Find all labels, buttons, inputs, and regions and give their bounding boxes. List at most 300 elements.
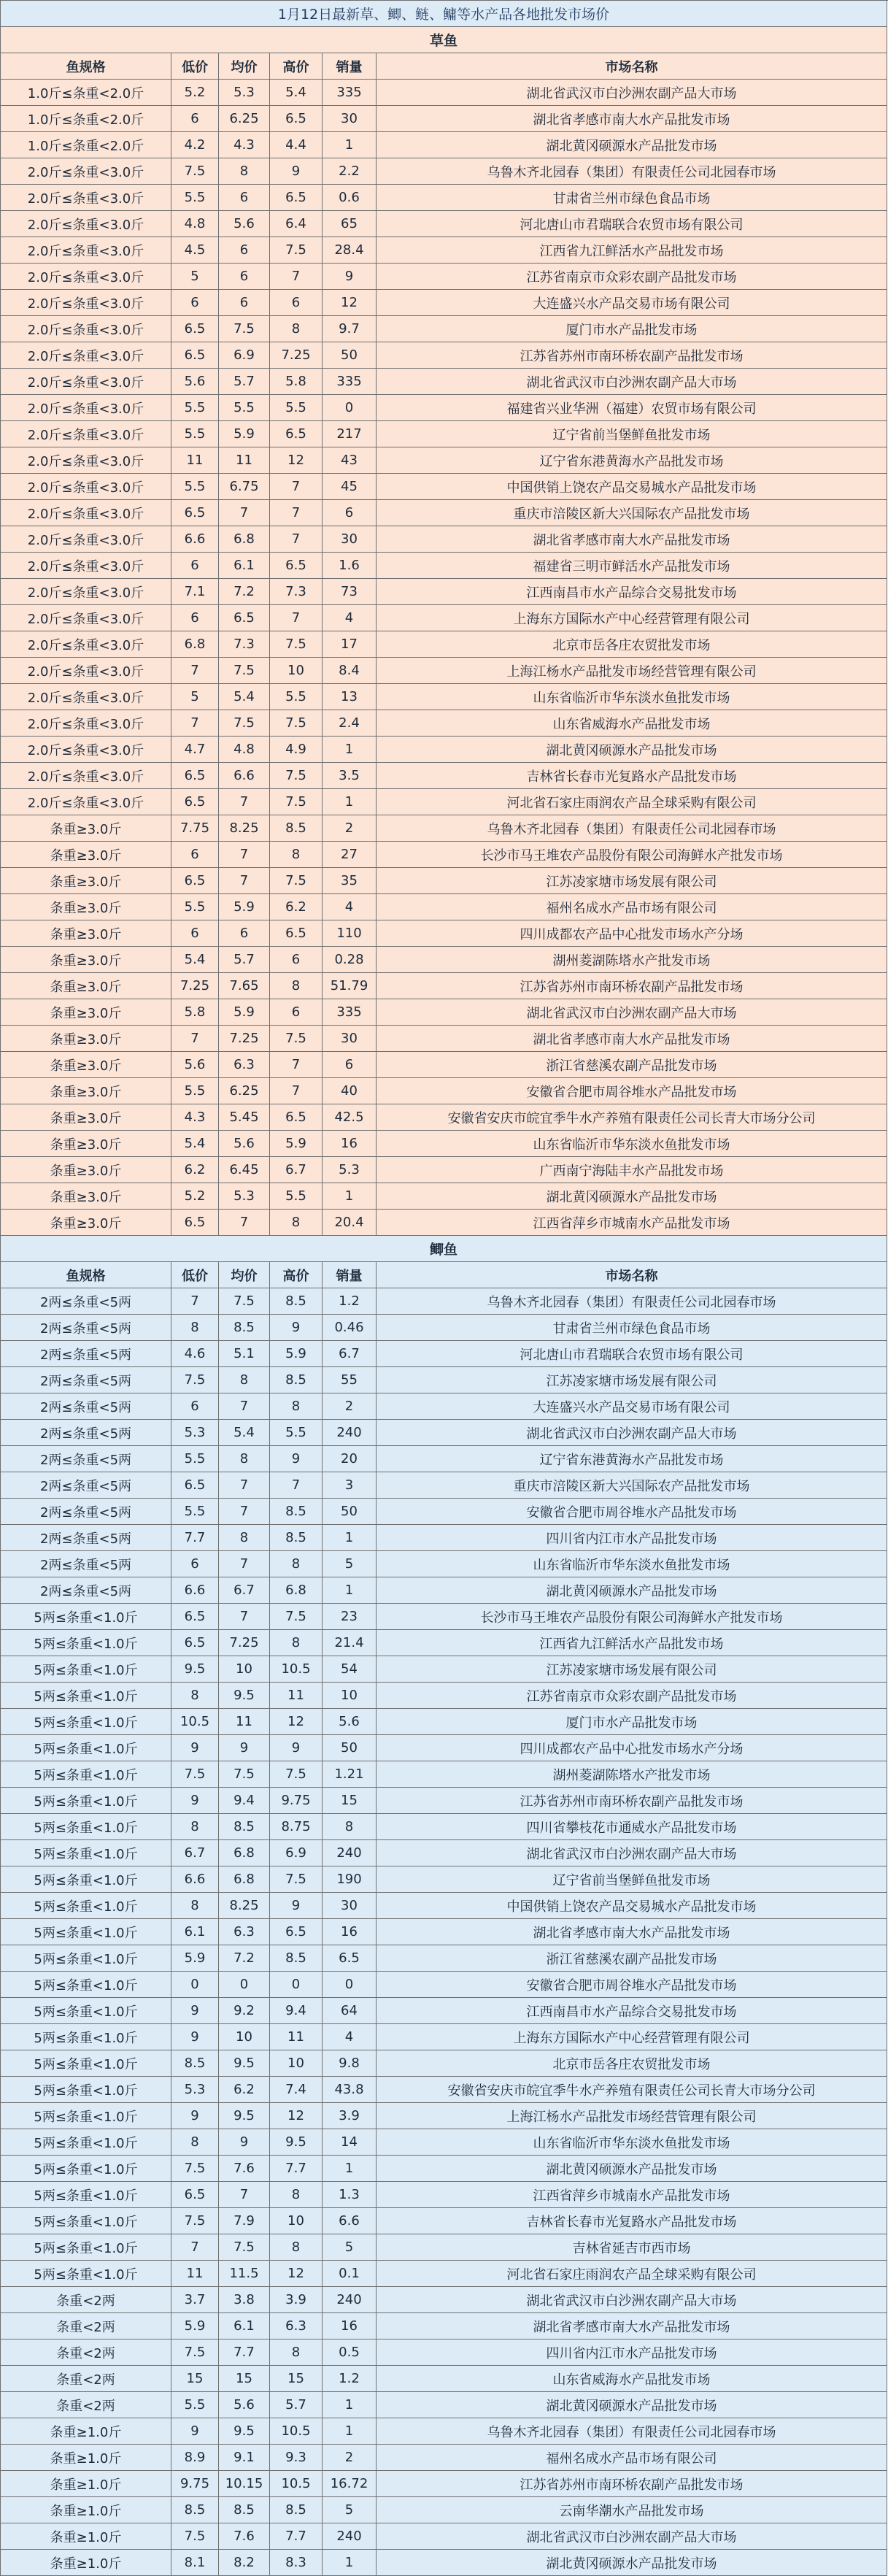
cell-volume: 1.2 [323, 2366, 377, 2392]
cell-high-price: 6.4 [270, 211, 323, 237]
table-row [1, 1078, 888, 1104]
cell-high-price: 8 [270, 1551, 323, 1577]
cell-high-price: 8.5 [270, 815, 323, 842]
cell-volume: 42.5 [323, 1104, 377, 1131]
cell-spec: 2.0斤≤条重<3.0斤 [1, 316, 171, 342]
table-row [1, 1472, 888, 1499]
cell-avg-price: 6.9 [219, 342, 270, 369]
cell-market-name: 湖北省武汉市白沙洲农副产品大市场 [377, 1420, 887, 1446]
cell-volume: 8 [323, 1814, 377, 1840]
cell-avg-price: 5.6 [219, 2392, 270, 2418]
cell-volume: 9 [323, 264, 377, 290]
cell-avg-price: 7 [219, 1499, 270, 1525]
cell-avg-price: 9.4 [219, 1788, 270, 1814]
cell-avg-price: 6.6 [219, 763, 270, 789]
cell-avg-price: 5.45 [219, 1104, 270, 1131]
cell-volume: 1.6 [323, 553, 377, 579]
cell-low-price: 8.5 [171, 2050, 219, 2077]
cell-low-price: 5.4 [171, 947, 219, 973]
cell-low-price: 6.5 [171, 342, 219, 369]
table-row [1, 710, 888, 737]
cell-volume: 4 [323, 2024, 377, 2050]
table-row [1, 2182, 888, 2208]
cell-market-name: 江苏省苏州市南环桥农副产品批发市场 [377, 973, 887, 999]
cell-low-price: 6 [171, 1393, 219, 1420]
cell-volume: 0.28 [323, 947, 377, 973]
cell-low-price: 7.7 [171, 1525, 219, 1551]
cell-market-name: 湖北黄冈硕源水产品批发市场 [377, 1577, 887, 1604]
cell-low-price: 5.5 [171, 894, 219, 920]
title-row [1, 1, 888, 27]
cell-spec: 条重≥3.0斤 [1, 815, 171, 842]
cell-spec: 2.0斤≤条重<3.0斤 [1, 185, 171, 211]
cell-avg-price: 5.1 [219, 1341, 270, 1367]
cell-low-price: 11 [171, 447, 219, 474]
table-row [1, 815, 888, 842]
cell-low-price: 7.1 [171, 579, 219, 605]
table-row [1, 2339, 888, 2366]
cell-market-name: 甘肃省兰州市绿色食品市场 [377, 1315, 887, 1341]
cell-high-price: 7.3 [270, 579, 323, 605]
cell-low-price: 8 [171, 1683, 219, 1709]
table-row [1, 316, 888, 342]
cell-spec: 5两≤条重<1.0斤 [1, 1972, 171, 1998]
cell-low-price: 7.25 [171, 973, 219, 999]
cell-market-name: 乌鲁木齐北园春（集团）有限责任公司北园春市场 [377, 815, 887, 842]
cell-high-price: 7.25 [270, 342, 323, 369]
table-row [1, 395, 888, 421]
cell-low-price: 9 [171, 2103, 219, 2129]
cell-high-price: 6.3 [270, 2313, 323, 2339]
cell-low-price: 7 [171, 2234, 219, 2261]
cell-high-price: 8 [270, 1393, 323, 1420]
cell-high-price: 6 [270, 290, 323, 316]
cell-high-price: 4.9 [270, 737, 323, 763]
cell-volume: 65 [323, 211, 377, 237]
cell-low-price: 6.5 [171, 2182, 219, 2208]
table-row [1, 185, 888, 211]
cell-volume: 27 [323, 842, 377, 868]
cell-low-price: 6.5 [171, 1604, 219, 1630]
cell-avg-price: 7 [219, 1472, 270, 1499]
cell-high-price: 7 [270, 1052, 323, 1078]
cell-high-price: 12 [270, 2261, 323, 2287]
cell-spec: 条重≥1.0斤 [1, 2471, 171, 2497]
table-row [1, 2156, 888, 2182]
table-row [1, 1840, 888, 1866]
table-row [1, 1393, 888, 1420]
cell-low-price: 9 [171, 1735, 219, 1761]
cell-high-price: 12 [270, 1709, 323, 1735]
cell-high-price: 5.5 [270, 1420, 323, 1446]
cell-market-name: 湖北黄冈硕源水产品批发市场 [377, 1183, 887, 1210]
cell-volume: 1 [323, 132, 377, 158]
cell-high-price: 12 [270, 2103, 323, 2129]
cell-volume: 9.7 [323, 316, 377, 342]
table-row [1, 2550, 888, 2576]
table-row [1, 763, 888, 789]
cell-spec: 2.0斤≤条重<3.0斤 [1, 605, 171, 631]
cell-market-name: 山东省临沂市华东淡水鱼批发市场 [377, 1551, 887, 1577]
cell-avg-price: 5.4 [219, 1420, 270, 1446]
cell-spec: 2.0斤≤条重<3.0斤 [1, 237, 171, 264]
cell-volume: 0 [323, 395, 377, 421]
table-row [1, 2261, 888, 2287]
table-row [1, 658, 888, 684]
table-row [1, 842, 888, 868]
cell-market-name: 北京市岳各庄农贸批发市场 [377, 2050, 887, 2077]
cell-spec: 2.0斤≤条重<3.0斤 [1, 763, 171, 789]
cell-low-price: 5.5 [171, 2392, 219, 2418]
cell-avg-price: 6.2 [219, 2077, 270, 2103]
section-header-row-grass-carp [1, 27, 888, 53]
cell-high-price: 6.5 [270, 421, 323, 447]
cell-spec: 5两≤条重<1.0斤 [1, 2182, 171, 2208]
cell-low-price: 4.3 [171, 1104, 219, 1131]
cell-avg-price: 7.2 [219, 1945, 270, 1972]
cell-high-price: 7.5 [270, 1866, 323, 1893]
cell-market-name: 湖北省武汉市白沙洲农副产品大市场 [377, 1840, 887, 1866]
cell-spec: 5两≤条重<1.0斤 [1, 2208, 171, 2234]
cell-high-price: 8.5 [270, 2497, 323, 2523]
cell-high-price: 8 [270, 1210, 323, 1236]
cell-volume: 50 [323, 342, 377, 369]
cell-market-name: 上海东方国际水产中心经营管理有限公司 [377, 605, 887, 631]
cell-market-name: 福建省三明市鲜活水产品批发市场 [377, 553, 887, 579]
cell-low-price: 8 [171, 2129, 219, 2156]
table-row [1, 1998, 888, 2024]
cell-low-price: 5.5 [171, 1078, 219, 1104]
cell-high-price: 9 [270, 1315, 323, 1341]
cell-spec: 条重≥3.0斤 [1, 868, 171, 894]
cell-market-name: 湖北省武汉市白沙洲农副产品大市场 [377, 2287, 887, 2313]
table-row [1, 1210, 888, 1236]
cell-spec: 2.0斤≤条重<3.0斤 [1, 789, 171, 815]
cell-market-name: 江苏省南京市众彩农副产品批发市场 [377, 1683, 887, 1709]
cell-low-price: 4.6 [171, 1341, 219, 1367]
cell-market-name: 重庆市涪陵区新大兴国际农产品批发市场 [377, 500, 887, 526]
cell-avg-price: 6 [219, 264, 270, 290]
cell-volume: 5.6 [323, 1709, 377, 1735]
cell-market-name: 大连盛兴水产品交易市场有限公司 [377, 290, 887, 316]
table-row [1, 868, 888, 894]
cell-volume: 40 [323, 1078, 377, 1104]
cell-volume: 2.2 [323, 158, 377, 185]
cell-high-price: 8 [270, 2182, 323, 2208]
cell-high-price: 5.4 [270, 80, 323, 106]
cell-low-price: 6 [171, 553, 219, 579]
cell-low-price: 7.5 [171, 1367, 219, 1393]
cell-spec: 2.0斤≤条重<3.0斤 [1, 658, 171, 684]
cell-volume: 15 [323, 1788, 377, 1814]
cell-market-name: 上海东方国际水产中心经营管理有限公司 [377, 2024, 887, 2050]
cell-volume: 2 [323, 1393, 377, 1420]
cell-volume: 335 [323, 80, 377, 106]
cell-high-price: 5.5 [270, 684, 323, 710]
cell-avg-price: 6.8 [219, 1866, 270, 1893]
table-row [1, 1972, 888, 1998]
cell-low-price: 15 [171, 2366, 219, 2392]
cell-avg-price: 9 [219, 1735, 270, 1761]
table-row [1, 2050, 888, 2077]
cell-avg-price: 8.5 [219, 1814, 270, 1840]
cell-low-price: 9 [171, 1788, 219, 1814]
cell-spec: 条重≥1.0斤 [1, 2445, 171, 2471]
table-row [1, 789, 888, 815]
cell-avg-price: 9.1 [219, 2445, 270, 2471]
cell-spec: 2两≤条重<5两 [1, 1288, 171, 1315]
cell-high-price: 6.2 [270, 894, 323, 920]
table-row [1, 579, 888, 605]
cell-market-name: 山东省威海水产品批发市场 [377, 2366, 887, 2392]
cell-high-price: 12 [270, 447, 323, 474]
cell-volume: 3.9 [323, 2103, 377, 2129]
cell-avg-price: 7 [219, 789, 270, 815]
cell-high-price: 8 [270, 1630, 323, 1656]
cell-spec: 条重≥3.0斤 [1, 973, 171, 999]
cell-market-name: 安徽省合肥市周谷堆水产品批发市场 [377, 1972, 887, 1998]
cell-avg-price: 7.25 [219, 1026, 270, 1052]
cell-volume: 30 [323, 106, 377, 132]
cell-low-price: 5.8 [171, 999, 219, 1026]
cell-volume: 16 [323, 2313, 377, 2339]
cell-spec: 2两≤条重<5两 [1, 1577, 171, 1604]
cell-avg-price: 6 [219, 237, 270, 264]
cell-volume: 1 [323, 1577, 377, 1604]
table-row [1, 737, 888, 763]
cell-avg-price: 7.25 [219, 1630, 270, 1656]
cell-volume: 0.1 [323, 2261, 377, 2287]
table-row [1, 1761, 888, 1788]
cell-volume: 3.5 [323, 763, 377, 789]
cell-high-price: 9 [270, 1446, 323, 1472]
cell-volume: 0.5 [323, 2339, 377, 2366]
cell-spec: 2.0斤≤条重<3.0斤 [1, 737, 171, 763]
cell-avg-price: 8.5 [219, 1315, 270, 1341]
table-row [1, 211, 888, 237]
table-row [1, 1183, 888, 1210]
cell-high-price: 7.5 [270, 789, 323, 815]
cell-high-price: 7 [270, 264, 323, 290]
cell-market-name: 湖北省孝感市南大水产品批发市场 [377, 1026, 887, 1052]
cell-low-price: 5.2 [171, 1183, 219, 1210]
cell-market-name: 湖北黄冈硕源水产品批发市场 [377, 2392, 887, 2418]
cell-market-name: 湖北省武汉市白沙洲农副产品大市场 [377, 2523, 887, 2550]
cell-high-price: 11 [270, 2024, 323, 2050]
table-row [1, 1866, 888, 1893]
cell-volume: 240 [323, 2287, 377, 2313]
cell-market-name: 河北省石家庄雨润农产品全球采购有限公司 [377, 789, 887, 815]
cell-spec: 条重≥1.0斤 [1, 2418, 171, 2445]
cell-avg-price: 7.5 [219, 2234, 270, 2261]
cell-spec: 2.0斤≤条重<3.0斤 [1, 158, 171, 185]
cell-high-price: 3.9 [270, 2287, 323, 2313]
cell-volume: 14 [323, 2129, 377, 2156]
cell-high-price: 8.5 [270, 1499, 323, 1525]
cell-spec: 条重≥3.0斤 [1, 999, 171, 1026]
cell-volume: 43 [323, 447, 377, 474]
cell-high-price: 9 [270, 1735, 323, 1761]
cell-low-price: 5.2 [171, 80, 219, 106]
cell-market-name: 河北唐山市君瑞联合农贸市场有限公司 [377, 1341, 887, 1367]
cell-spec: 5两≤条重<1.0斤 [1, 1656, 171, 1683]
cell-avg-price: 3.8 [219, 2287, 270, 2313]
cell-avg-price: 7.5 [219, 316, 270, 342]
cell-avg-price: 7 [219, 500, 270, 526]
cell-high-price: 7.7 [270, 2523, 323, 2550]
cell-volume: 1 [323, 2550, 377, 2576]
cell-avg-price: 7 [219, 1551, 270, 1577]
cell-avg-price: 5.6 [219, 1131, 270, 1157]
column-header-market-name: 市场名称 [377, 1262, 887, 1288]
cell-market-name: 安徽省合肥市周谷堆水产品批发市场 [377, 1499, 887, 1525]
cell-market-name: 四川成都农产品中心批发市场水产分场 [377, 1735, 887, 1761]
cell-volume: 55 [323, 1367, 377, 1393]
cell-avg-price: 7 [219, 2182, 270, 2208]
cell-market-name: 辽宁省东港黄海水产品批发市场 [377, 1446, 887, 1472]
cell-spec: 条重<2两 [1, 2392, 171, 2418]
cell-spec: 5两≤条重<1.0斤 [1, 1945, 171, 1972]
column-header-avg-price: 均价 [219, 53, 270, 80]
table-row [1, 2077, 888, 2103]
cell-spec: 1.0斤≤条重<2.0斤 [1, 132, 171, 158]
column-header-low-price: 低价 [171, 53, 219, 80]
cell-high-price: 4.4 [270, 132, 323, 158]
cell-high-price: 8.75 [270, 1814, 323, 1840]
cell-volume: 0 [323, 1972, 377, 1998]
cell-market-name: 吉林省长春市光复路水产品批发市场 [377, 2208, 887, 2234]
cell-avg-price: 8 [219, 1367, 270, 1393]
cell-spec: 条重≥3.0斤 [1, 1210, 171, 1236]
cell-spec: 条重<2两 [1, 2313, 171, 2339]
cell-volume: 50 [323, 1499, 377, 1525]
cell-avg-price: 7.5 [219, 1288, 270, 1315]
cell-high-price: 5.9 [270, 1131, 323, 1157]
cell-market-name: 广西南宁海陆丰水产品批发市场 [377, 1157, 887, 1183]
cell-volume: 45 [323, 474, 377, 500]
cell-spec: 条重≥1.0斤 [1, 2523, 171, 2550]
cell-volume: 16 [323, 1131, 377, 1157]
cell-spec: 5两≤条重<1.0斤 [1, 1761, 171, 1788]
cell-market-name: 山东省临沂市华东淡水鱼批发市场 [377, 684, 887, 710]
cell-avg-price: 6 [219, 290, 270, 316]
cell-avg-price: 7 [219, 1210, 270, 1236]
cell-market-name: 北京市岳各庄农贸批发市场 [377, 631, 887, 658]
cell-low-price: 6 [171, 106, 219, 132]
cell-market-name: 湖州菱湖陈塔水产批发市场 [377, 947, 887, 973]
table-row [1, 2418, 888, 2445]
cell-volume: 1 [323, 2392, 377, 2418]
cell-market-name: 湖州菱湖陈塔水产批发市场 [377, 1761, 887, 1788]
cell-market-name: 上海江杨水产品批发市场经营管理有限公司 [377, 2103, 887, 2129]
cell-market-name: 江苏省苏州市南环桥农副产品批发市场 [377, 1788, 887, 1814]
section-header-grass-carp: 草鱼 [1, 27, 887, 53]
cell-market-name: 江苏凌家塘市场发展有限公司 [377, 868, 887, 894]
cell-market-name: 山东省临沂市华东淡水鱼批发市场 [377, 2129, 887, 2156]
table-row [1, 999, 888, 1026]
cell-market-name: 安徽省合肥市周谷堆水产品批发市场 [377, 1078, 887, 1104]
cell-low-price: 8 [171, 1893, 219, 1919]
cell-spec: 2.0斤≤条重<3.0斤 [1, 684, 171, 710]
cell-avg-price: 6.3 [219, 1052, 270, 1078]
cell-avg-price: 6.75 [219, 474, 270, 500]
cell-low-price: 5.6 [171, 369, 219, 395]
cell-spec: 条重<2两 [1, 2366, 171, 2392]
cell-spec: 条重≥3.0斤 [1, 894, 171, 920]
cell-high-price: 6.5 [270, 920, 323, 947]
cell-low-price: 7.5 [171, 2339, 219, 2366]
cell-avg-price: 7.5 [219, 658, 270, 684]
cell-spec: 2.0斤≤条重<3.0斤 [1, 369, 171, 395]
cell-spec: 2.0斤≤条重<3.0斤 [1, 211, 171, 237]
cell-avg-price: 7 [219, 842, 270, 868]
table-row [1, 447, 888, 474]
cell-avg-price: 9 [219, 2129, 270, 2156]
column-header-spec: 鱼规格 [1, 53, 171, 80]
cell-low-price: 5.4 [171, 1131, 219, 1157]
cell-low-price: 11 [171, 2261, 219, 2287]
cell-low-price: 9 [171, 2418, 219, 2445]
table-row [1, 1709, 888, 1735]
cell-low-price: 6.5 [171, 316, 219, 342]
table-title: 1月12日最新草、鲫、鲢、鳙等水产品各地批发市场价 [1, 1, 887, 27]
cell-avg-price: 8.2 [219, 2550, 270, 2576]
cell-spec: 2.0斤≤条重<3.0斤 [1, 500, 171, 526]
cell-avg-price: 5.9 [219, 421, 270, 447]
cell-low-price: 6.2 [171, 1157, 219, 1183]
cell-market-name: 长沙市马王堆农产品股份有限公司海鲜水产批发市场 [377, 1604, 887, 1630]
cell-volume: 6.7 [323, 1341, 377, 1367]
cell-spec: 2两≤条重<5两 [1, 1499, 171, 1525]
cell-volume: 1 [323, 737, 377, 763]
cell-high-price: 6.7 [270, 1157, 323, 1183]
cell-market-name: 安徽省安庆市皖宜季牛水产养殖有限责任公司长青大市场分公司 [377, 2077, 887, 2103]
cell-low-price: 9 [171, 2024, 219, 2050]
cell-low-price: 7.5 [171, 2156, 219, 2182]
cell-volume: 30 [323, 526, 377, 553]
cell-low-price: 5.5 [171, 1446, 219, 1472]
cell-market-name: 江苏省苏州市南环桥农副产品批发市场 [377, 2471, 887, 2497]
cell-spec: 条重≥3.0斤 [1, 1078, 171, 1104]
cell-high-price: 7.5 [270, 631, 323, 658]
cell-low-price: 0 [171, 1972, 219, 1998]
cell-volume: 4 [323, 605, 377, 631]
table-row [1, 1656, 888, 1683]
cell-low-price: 9.5 [171, 1656, 219, 1683]
table-row [1, 1052, 888, 1078]
table-row [1, 1945, 888, 1972]
cell-avg-price: 11.5 [219, 2261, 270, 2287]
cell-market-name: 江苏省南京市众彩农副产品批发市场 [377, 264, 887, 290]
cell-volume: 240 [323, 2523, 377, 2550]
table-row [1, 526, 888, 553]
cell-low-price: 8 [171, 1315, 219, 1341]
cell-low-price: 5.9 [171, 2313, 219, 2339]
cell-volume: 1 [323, 1183, 377, 1210]
table-row [1, 2471, 888, 2497]
cell-low-price: 4.2 [171, 132, 219, 158]
column-header-high-price: 高价 [270, 1262, 323, 1288]
cell-spec: 5两≤条重<1.0斤 [1, 2103, 171, 2129]
cell-volume: 16.72 [323, 2471, 377, 2497]
table-row [1, 1341, 888, 1367]
table-row [1, 158, 888, 185]
cell-spec: 条重≥3.0斤 [1, 1104, 171, 1131]
cell-market-name: 江苏凌家塘市场发展有限公司 [377, 1367, 887, 1393]
cell-market-name: 山东省威海水产品批发市场 [377, 710, 887, 737]
cell-volume: 35 [323, 868, 377, 894]
cell-volume: 8.4 [323, 658, 377, 684]
